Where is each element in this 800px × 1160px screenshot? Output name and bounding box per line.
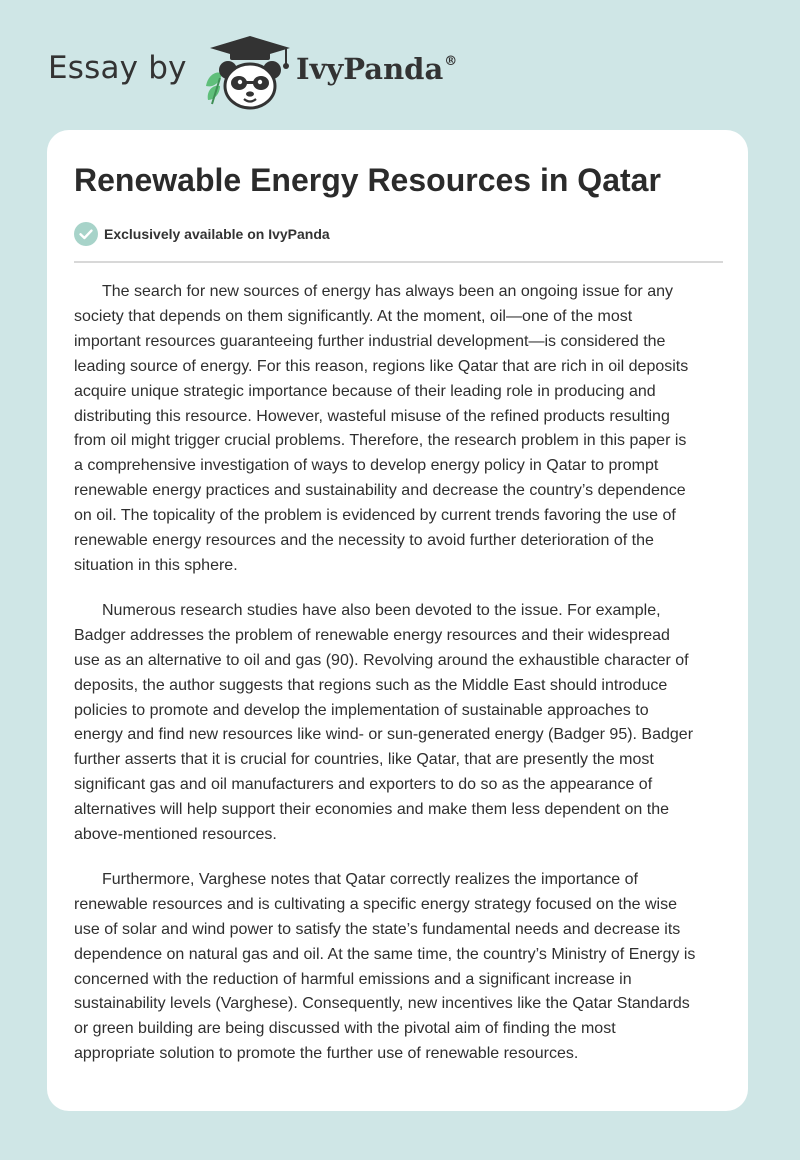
- paragraph-2: Numerous research studies have also been devoted to the issue. For example, Badger addresses the problem of renewable energy resources and their widespread use as an alternative to oil and gas (90). Revolving around the exhaustible character of deposits, the author suggests that regions such as the Middle East should introduce policies to promote and develop the implementation of sustainable approaches to energy and find new resources like wind- or sun-generated energy (Badger 95). Badger further asserts that it is crucial for countries, like Qatar, that are presently the most significant gas and oil manufacturers and exporters to do so as the appearance of alternatives will help support their economies and make them less dependent on the above-mentioned resources.: [74, 601, 694, 844]
- check-circle-icon: [74, 222, 98, 246]
- panda-graduate-icon[interactable]: [200, 34, 300, 110]
- site-header: [0, 0, 800, 130]
- brand-prefix: Essay by: [48, 50, 187, 86]
- article-body: [74, 280, 724, 1087]
- article-card: [47, 130, 748, 1111]
- exclusive-badge: [74, 222, 330, 246]
- registered-mark: ®: [444, 54, 458, 69]
- article-title: Renewable Energy Resources in Qatar: [74, 162, 661, 198]
- exclusive-badge-label: Exclusively available on IvyPanda: [104, 226, 330, 242]
- paragraph-1: The search for new sources of energy has always been an ongoing issue for any society that depends on them significantly. At the moment, oil—one of the most important resources guaranteeing further industrial development—is considered the leading source of energy. For this reason, regions like Qatar that are rich in oil deposits acquire unique strategic importance because of their leading role in producing and distributing this resource. However, wasteful misuse of the refined products resulting from oil might trigger crucial problems. Therefore, the research problem in this paper is a comprehensive investigation of ways to develop energy policy in Qatar to prompt renewable energy practices and sustainability and decrease the country’s dependence on oil. The topicality of the problem is evidenced by current trends favoring the use of renewable energy resources and the necessity to avoid further deterioration of the situation in this sphere.: [74, 283, 689, 574]
- brand-name[interactable]: [296, 52, 457, 86]
- divider: [74, 261, 723, 263]
- paragraph-3: Furthermore, Varghese notes that Qatar correctly realizes the importance of renewable resources and is cultivating a specific energy strategy focused on the wise use of solar and wind power to satisfy the state’s fundamental needs and decrease its dependence on natural gas and oil. At the same time, the country’s Ministry of Energy is concerned with the reduction of harmful emissions and a significant increase in sustainability levels (Varghese). Consequently, new incentives like the Qatar Standards or green building are being discussed with the pivotal aim of finding the most appropriate solution to promote the further use of renewable resources.: [74, 870, 696, 1063]
- brand-name-text: IvyPanda: [296, 52, 444, 86]
